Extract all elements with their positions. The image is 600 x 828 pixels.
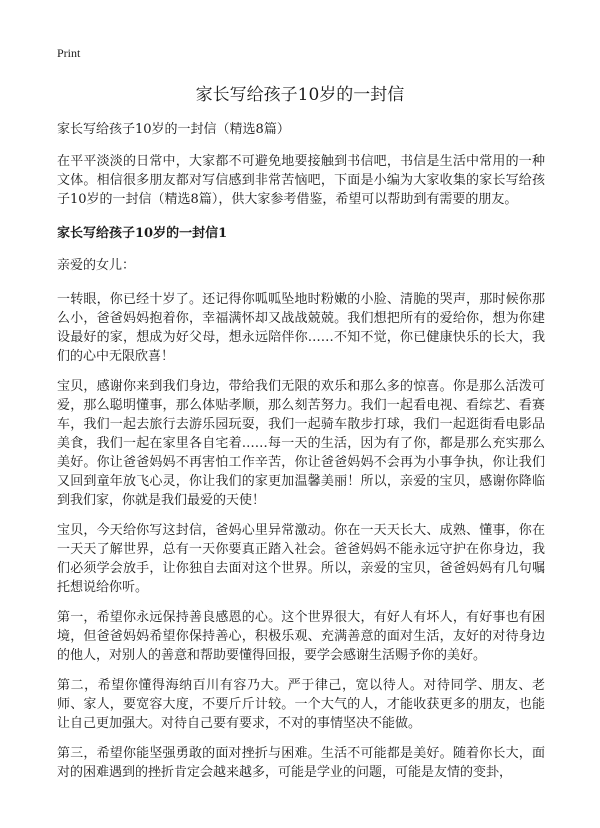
page-title: 家长写给孩子10岁的一封信 [195,85,405,105]
letter-paragraph: 宝贝，感谢你来到我们身边，带给我们无限的欢乐和那么多的惊喜。你是那么活泼可爱，那么聪明懂事，那么体贴孝顺，那么刻苦努力。我们一起看电视、看综艺、看赛车，我们一起去旅行去游乐园玩耍，我们一起骑车散步打球，我们一起逛街看电影品美食，我们一起在家里各自宅着……每一天的生活，因为有了你，都是那么充实那么美好。你让爸爸妈妈不再害怕工作辛苦，你让爸爸妈妈不会再为小事争执，你让我们又回到童年放飞心灵，你让我们的家更加温馨美丽！所以，亲爱的宝贝，感谢你降临到我们家，你就是我们最爱的天使！ [57,379,545,508]
section-heading: 家长写给孩子10岁的一封信1 [57,226,228,241]
document-body [57,120,545,793]
letter-paragraph: 第二，希望你懂得海纳百川有容乃大。严于律己，宽以待人。对待同学、朋友、老师、家人，要宽容大度，不要斤斤计较。一个大气的人，才能收获更多的朋友，也能让自己更加强大。对待自己要有要求，不对的事情坚决不能做。 [57,678,545,731]
letter-paragraph: 一转眼，你已经十岁了。还记得你呱呱坠地时粉嫩的小脸、清脆的哭声，那时候你那么小，爸爸妈妈抱着你，幸福满怀却又战战兢兢。我们想把所有的爱给你，想为你建设最好的家，想成为好父母，想永远陪伴你……不知不觉，你已健康快乐的长大，我们的心中无限欣喜！ [57,292,545,364]
letter-paragraph: 宝贝，今天给你写这封信，爸妈心里异常激动。你在一天天长大、成熟、懂事，你在一天天了解世界，总有一天你要真正踏入社会。爸爸妈妈不能永远守护在你身边，我们必须学会放手，让你独自去面对这个世界。所以，亲爱的宝贝，爸爸妈妈有几句嘱托想说给你听。 [57,523,545,595]
print-link[interactable]: Print [57,46,81,60]
letter-paragraph: 第一，希望你永远保持善良感恩的心。这个世界很大，有好人有坏人，有好事也有困境，但爸爸妈妈希望你保持善心，积极乐观、充满善意的面对生活，友好的对待身边的他人，对别人的善意和帮助要懂得回报，要学会感谢生活赐予你的美好。 [57,610,545,663]
intro-paragraph: 在平平淡淡的日常中，大家都不可避免地要接触到书信吧，书信是生活中常用的一种文体。相信很多朋友都对写信感到非常苦恼吧，下面是小编为大家收集的家长写给孩子10岁的一封信（精选8篇），供大家参考借鉴，希望可以帮助到有需要的朋友。 [57,154,545,207]
letter-paragraph: 第三，希望你能坚强勇敢的面对挫折与困难。生活不可能都是美好。随着你长大，面对的困难遇到的挫折肯定会越来越多，可能是学业的问题，可能是友情的变卦， [57,746,545,780]
letter-greeting: 亲爱的女儿： [57,258,136,273]
document-subtitle: 家长写给孩子10岁的一封信（精选8篇） [57,122,290,137]
